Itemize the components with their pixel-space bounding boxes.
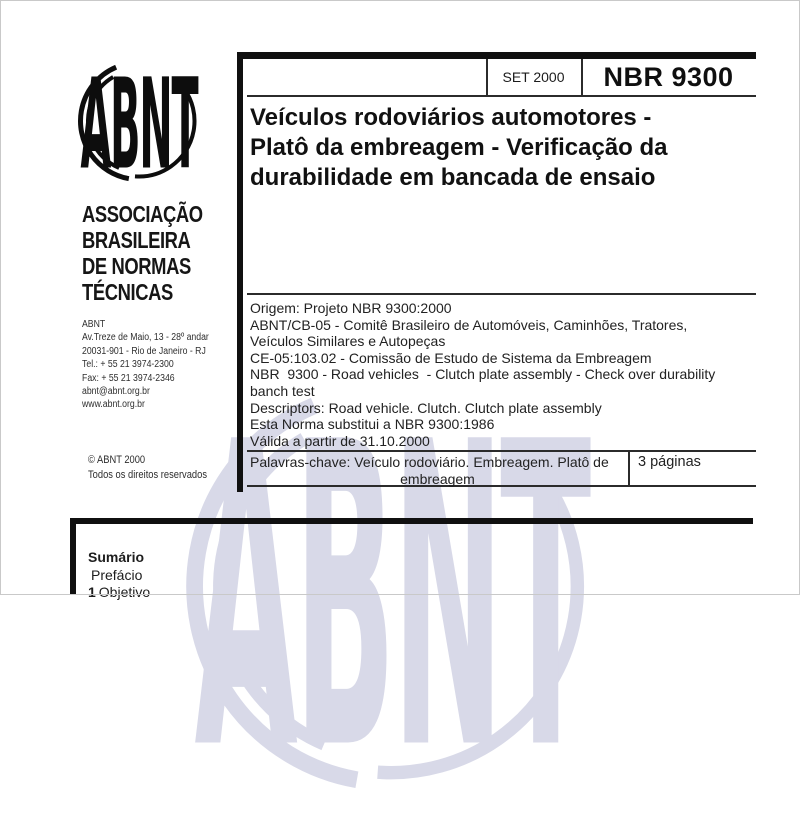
- keywords-text-continued: embreagem: [400, 470, 475, 487]
- address-line: ABNT: [82, 319, 106, 330]
- org-name: [82, 201, 203, 305]
- summary-item-label: Objetivo: [98, 584, 151, 600]
- org-name-line: DE NORMAS: [82, 253, 191, 279]
- org-name-line: ASSOCIAÇÃO: [82, 201, 203, 227]
- summary-item-label: Prefácio: [91, 566, 143, 583]
- standard-code: NBR 9300: [603, 61, 734, 92]
- address-line: Av.Treze de Maio, 13 - 28º andar: [82, 332, 209, 344]
- summary-item: [88, 584, 150, 602]
- origin-line: Veículos Similares e Autopeças: [250, 333, 446, 350]
- origin-separator: [247, 293, 756, 295]
- origin-line: CE-05:103.02 - Comissão de Estudo de Sistema da Embreagem: [250, 349, 652, 366]
- origin-line: Descriptors: Road vehicle. Clutch. Clutch plate assembly: [250, 399, 602, 416]
- standard-title: [250, 103, 668, 193]
- address-line: abnt@abnt.org.br: [82, 386, 150, 398]
- bottom-box-left-border: [70, 518, 76, 595]
- summary-item-number: 1: [88, 584, 96, 600]
- address-line: 20031-901 - Rio de Janeiro - RJ: [82, 345, 206, 357]
- copyright-notice: [88, 453, 207, 483]
- summary-item: [88, 567, 150, 585]
- org-address: [82, 318, 209, 412]
- origin-line: banch test: [250, 382, 315, 399]
- header-separator: [247, 95, 756, 97]
- origin-line: Origem: Projeto NBR 9300:2000: [250, 300, 452, 316]
- keywords-cell: [250, 454, 625, 487]
- main-box-left-border: [237, 52, 243, 492]
- org-name-line: BRASILEIRA: [82, 227, 191, 253]
- issue-date: SET 2000: [502, 69, 565, 85]
- origin-line: NBR 9300 - Road vehicles - Clutch plate assembly - Check over durability: [250, 366, 716, 383]
- abnt-logo-icon: [74, 50, 204, 190]
- address-line: Fax: + 55 21 3974-2346: [82, 372, 175, 384]
- origin-line: Válida a partir de 31.10.2000: [250, 432, 430, 449]
- address-line: Tel.: + 55 21 3974-2300: [82, 359, 174, 371]
- summary-heading: Sumário: [88, 549, 145, 565]
- bottom-box-top-border: [70, 518, 753, 524]
- title-line: Veículos rodoviários automotores -: [250, 104, 652, 131]
- title-line: durabilidade em bancada de ensaio: [250, 164, 656, 191]
- origin-block: [250, 300, 715, 449]
- keywords-separator: [247, 450, 756, 452]
- origin-line: ABNT/CB-05 - Comitê Brasileiro de Automóveis, Caminhões, Tratores,: [250, 316, 688, 333]
- keywords-text: Palavras-chave: Veículo rodoviário. Embreagem. Platô de: [250, 454, 609, 470]
- copyright-line: Todos os direitos reservados: [88, 469, 208, 481]
- title-line: Platô da embreagem - Verificação da: [250, 134, 668, 161]
- copyright-line: © ABNT 2000: [88, 454, 146, 466]
- address-line: www.abnt.org.br: [82, 399, 145, 411]
- summary-section: [88, 549, 150, 602]
- origin-line: Esta Norma substitui a NBR 9300:1986: [250, 416, 495, 433]
- keywords-divider: [628, 450, 630, 485]
- main-box-top-border: [237, 52, 756, 59]
- page-count: 3 páginas: [638, 454, 701, 470]
- org-name-line: TÉCNICAS: [82, 279, 173, 305]
